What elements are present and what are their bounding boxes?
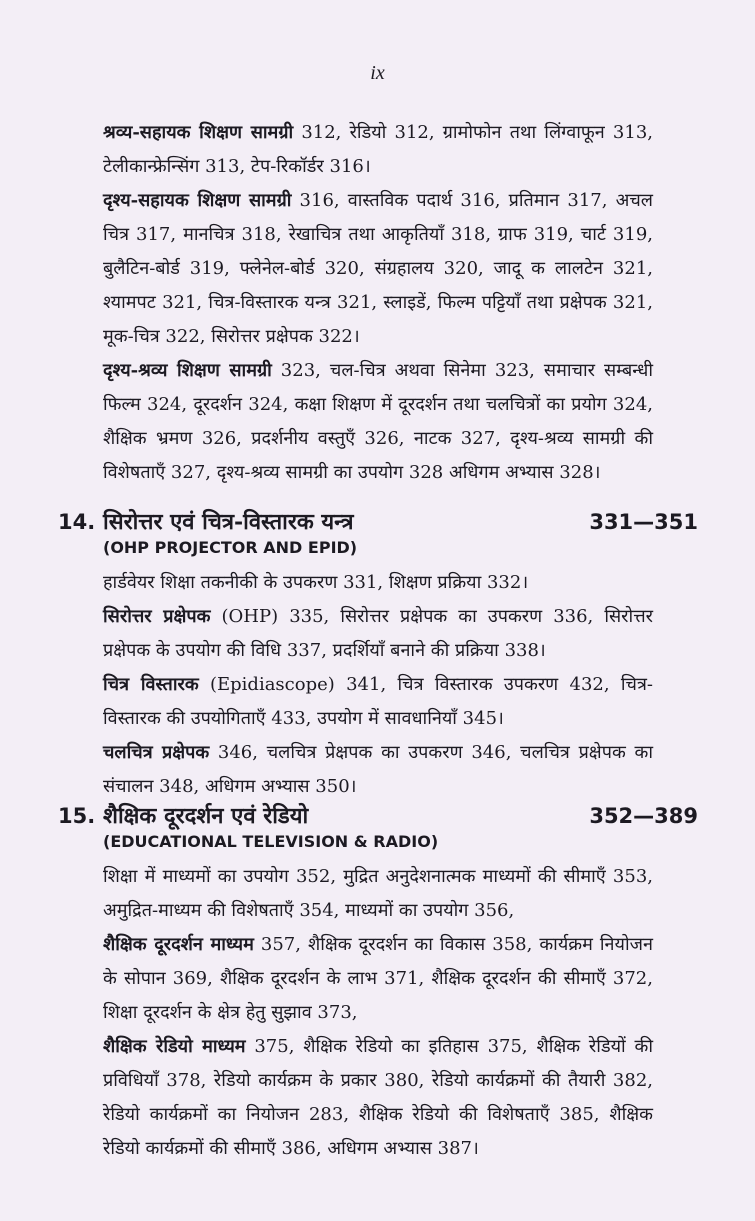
entry-text: 357, शैक्षिक दूरदर्शन का विकास 358, कार्यक्रम नियोजन के सोपान 369, शैक्षिक दूरदर्शन के लाभ 371, शैक्षिक दूरदर्शन की सीमाएँ 372, शिक्षा दूरदर्शन के क्षेत्र हेतु सुझाव 373, — [103, 934, 653, 1023]
entry-text: 346, चलचित्र प्रेक्षपक का उपकरण 346, चलचित्र प्रक्षेपक का संचालन 348, अधिगम अभ्यास 350। — [103, 742, 653, 797]
entry-text: (OHP) 335, सिरोत्तर प्रक्षेपक का उपकरण 336, सिरोत्तर प्रक्षेपक के उपयोग की विधि 337, प्रदर्शियाँ बनाने की प्रक्रिया 338। — [103, 606, 653, 661]
entry-text: हार्डवेयर शिक्षा तकनीकी के उपकरण 331, शिक्षण प्रक्रिया 332। — [103, 572, 529, 593]
chapter-title: सिरोत्तर एवं चित्र-विस्तारक यन्त्र — [103, 509, 354, 535]
entry-heading: चलचित्र प्रक्षेपक — [103, 742, 210, 763]
toc-entry — [103, 116, 653, 184]
chapter-pages: 352—389 — [589, 804, 698, 828]
chapter-14-heading — [58, 506, 698, 557]
toc-section-14 — [103, 566, 653, 804]
chapter-number: 14. — [58, 510, 96, 534]
entry-heading: शैक्षिक रेडियो माध्यम — [103, 1036, 246, 1057]
chapter-pages: 331—351 — [589, 510, 698, 534]
toc-entry — [103, 600, 653, 668]
page-number: ix — [370, 62, 385, 84]
toc-section-13-tail — [103, 116, 653, 490]
entry-heading: दृश्य-सहायक शिक्षण सामग्री — [103, 190, 292, 211]
entry-text: 375, शैक्षिक रेडियो का इतिहास 375, शैक्षिक रेडियों की प्रविधियाँ 378, रेडियो कार्यक्रम के प्रकार 380, रेडियो कार्यक्रमों की तैयारी 382, रेडियो कार्यक्रमों का नियोजन 283, शैक्षिक रेडियो की विशेषताएँ 385, शैक्षिक रेडियो कार्यक्रमों की सीमाएँ 386, अधिगम अभ्यास 387। — [103, 1036, 653, 1159]
chapter-title: शैक्षिक दूरदर्शन एवं रेडियो — [103, 803, 309, 829]
chapter-subtitle: (OHP PROJECTOR AND EPID) — [103, 538, 358, 557]
toc-entry — [103, 928, 653, 1030]
entry-text: 312, रेडियो 312, ग्रामोफोन तथा लिंग्वाफून 313, टेलीकान्फ्रेन्सिंग 313, टेप-रिकॉर्डर 316। — [103, 122, 653, 177]
toc-entry — [103, 354, 653, 490]
chapter-15-heading — [58, 800, 698, 851]
chapter-subtitle: (EDUCATIONAL TELEVISION & RADIO) — [103, 832, 439, 851]
entry-text: 323, चल-चित्र अथवा सिनेमा 323, समाचार सम्बन्धी फिल्म 324, दूरदर्शन 324, कक्षा शिक्षण में दूरदर्शन तथा चलचित्रों का प्रयोग 324, शैक्षिक भ्रमण 326, प्रदर्शनीय वस्तुएँ 326, नाटक 327, दृश्य-श्रव्य सामग्री की विशेषताएँ 327, दृश्य-श्रव्य सामग्री का उपयोग 328 अधिगम अभ्यास 328। — [103, 360, 653, 483]
toc-entry — [103, 860, 653, 928]
entry-heading: श्रव्य-सहायक शिक्षण सामग्री — [103, 122, 294, 143]
entry-heading: सिरोत्तर प्रक्षेपक — [103, 606, 211, 627]
chapter-number: 15. — [58, 804, 96, 828]
toc-entry — [103, 668, 653, 736]
entry-text: (Epidiascope) 341, चित्र विस्तारक उपकरण 432, चित्र-विस्तारक की उपयोगिताएँ 433, उपयोग में सावधानियाँ 345। — [103, 674, 654, 729]
toc-entry — [103, 566, 653, 600]
entry-heading: शैक्षिक दूरदर्शन माध्यम — [103, 934, 254, 955]
toc-entry — [103, 1030, 653, 1166]
entry-heading: चित्र विस्तारक — [103, 674, 199, 695]
toc-entry — [103, 184, 653, 354]
entry-text: शिक्षा में माध्यमों का उपयोग 352, मुद्रित अनुदेशनात्मक माध्यमों की सीमाएँ 353, अमुद्रित-माध्यम की विशेषताएँ 354, माध्यमों का उपयोग 356, — [103, 866, 653, 921]
entry-heading: दृश्य-श्रव्य शिक्षण सामग्री — [103, 360, 272, 381]
toc-entry — [103, 736, 653, 804]
toc-section-15 — [103, 860, 653, 1166]
entry-text: 316, वास्तविक पदार्थ 316, प्रतिमान 317, अचल चित्र 317, मानचित्र 318, रेखाचित्र तथा आकृतियाँ 318, ग्राफ 319, चार्ट 319, बुलैटिन-बोर्ड 319, फ्लेनेल-बोर्ड 320, संग्रहालय 320, जादू क लालटेन 321, श्यामपट 321, चित्र-विस्तारक यन्त्र 321, स्लाइडें, फिल्म पट्टियाँ तथा प्रक्षेपक 321, मूक-चित्र 322, सिरोत्तर प्रक्षेपक 322। — [103, 190, 653, 347]
